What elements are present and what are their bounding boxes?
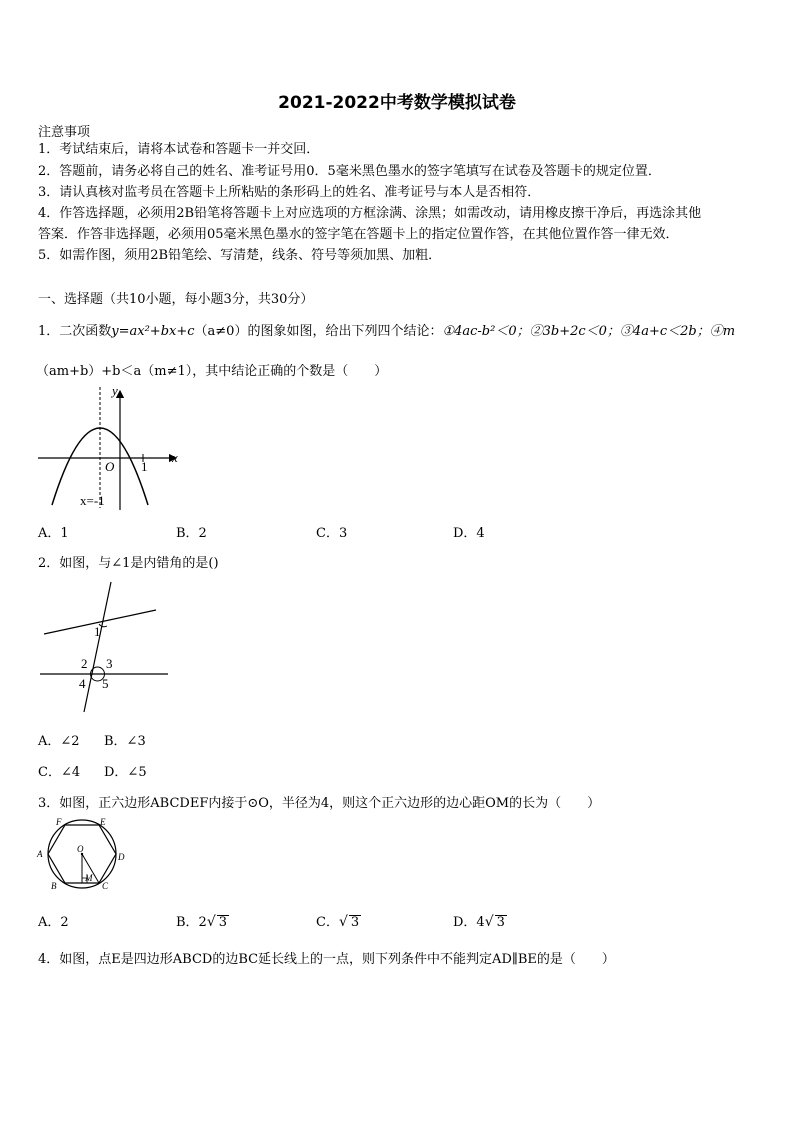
label-b: B	[51, 881, 57, 891]
q2-option-b: B．∠3	[104, 734, 146, 749]
q1-prefix: 1．二次函数	[38, 324, 112, 339]
notice-line-1: 1．考试结束后，请将本试卷和答题卡一并交回．	[38, 142, 320, 157]
notice-line-3: 3．请认真核对监考员在答题卡上所粘贴的条形码上的姓名、准考证号与本人是否相符．	[38, 185, 541, 200]
q1-conclusion-4: ④m	[709, 324, 736, 339]
notice-line-2: 2．答题前，请务必将自己的姓名、准考证号用0．5毫米黑色墨水的签字笔填写在试卷及答题卡的规定位置．	[38, 164, 661, 179]
question-1-line-1	[38, 320, 735, 339]
label-d: D	[118, 852, 125, 862]
radical-sign: √	[484, 914, 494, 930]
q2-option-a: A．∠2	[38, 734, 80, 749]
x-axis-label: x	[172, 450, 178, 465]
label-a: A	[37, 849, 43, 859]
q3-option-d-radicand: 3	[496, 915, 505, 930]
angle-2-label: 2	[81, 656, 88, 671]
notice-line-5: 答案．作答非选择题，必须用05毫米黑色墨水的签字笔在答题卡上的指定位置作答，在其他位置作答一律无效．	[38, 227, 679, 242]
q2-option-c: C．∠4	[38, 765, 81, 780]
q2-option-d: D．∠5	[104, 765, 147, 780]
notice-line-4: 4．作答选择题，必须用2B铅笔将答题卡上对应选项的方框涂满、涂黑；如需改动，请用橡皮擦干净后，再选涂其他	[38, 206, 702, 221]
q3-option-c-label: C．	[316, 915, 339, 930]
origin-label: O	[105, 459, 115, 474]
q1-option-c: C．3	[316, 526, 348, 541]
label-c: C	[102, 881, 109, 891]
q1-option-d: D．4	[453, 526, 485, 541]
notice-line-6: 5．如需作图，须用2B铅笔绘、写清楚，线条、符号等须加黑、加粗．	[38, 248, 442, 263]
q3-option-b-radicand: 3	[218, 915, 228, 930]
q3-option-d-label: D．4	[453, 915, 485, 930]
notice-heading: 注意事项	[38, 125, 91, 140]
section-heading: 一、选择题（共10小题，每小题3分，共30分）	[38, 292, 314, 307]
question-2: 2．如图，与∠1是内错角的是()	[38, 556, 219, 571]
q3-option-b-label: B．2	[176, 915, 207, 930]
page-title: 2021-2022中考数学模拟试卷	[278, 93, 516, 113]
transversal-line	[84, 582, 111, 712]
radical-sign: √	[338, 914, 348, 930]
q1-conclusion-3: ③4a+c＜2b；	[619, 324, 710, 339]
q2-angles-figure	[36, 578, 176, 716]
axis-of-symmetry-label: x=-1	[80, 493, 105, 508]
radical-sign: √	[206, 914, 216, 930]
q1-condition: （a≠0）的图象如图，给出下列四个结论：	[194, 324, 443, 339]
q1-conclusion-1: ①4ac-b²＜0；	[442, 324, 530, 339]
q1-conclusion-2: ②3b+2c＜0；	[529, 324, 620, 339]
question-1-line-2: （am+b）+b＜a（m≠1），其中结论正确的个数是（ ）	[36, 364, 388, 379]
q3-option-a-label: A．2	[38, 915, 69, 930]
question-3: 3．如图，正六边形ABCDEF内接于⊙O，半径为4，则这个正六边形的边心距OM的长为（ ）	[38, 796, 601, 811]
q3-option-d	[453, 911, 507, 930]
label-f: F	[56, 817, 62, 827]
question-4: 4．如图，点E是四边形ABCD的边BC延长线上的一点，则下列条件中不能判定AD∥BE的是（ ）	[38, 952, 615, 967]
label-e: E	[100, 817, 106, 827]
q3-hexagon-figure	[34, 816, 134, 894]
q3-option-a	[38, 911, 69, 930]
label-m: M	[85, 873, 93, 883]
label-o: O	[77, 844, 84, 854]
angle-5-label: 5	[102, 676, 109, 691]
y-axis-label: y	[112, 383, 118, 398]
q1-parabola-figure	[36, 383, 186, 513]
angle-1-label: 1	[94, 624, 101, 639]
angle-4-label: 4	[79, 676, 86, 691]
one-label: 1	[141, 459, 148, 474]
q3-option-c-radicand: 3	[350, 915, 360, 930]
q1-option-b: B．2	[176, 526, 207, 541]
angle-3-label: 3	[106, 656, 113, 671]
q3-option-c	[316, 911, 361, 930]
q1-function: y=ax²+bx+c	[111, 324, 195, 339]
q3-option-b	[176, 911, 229, 930]
q1-option-a: A．1	[38, 526, 69, 541]
